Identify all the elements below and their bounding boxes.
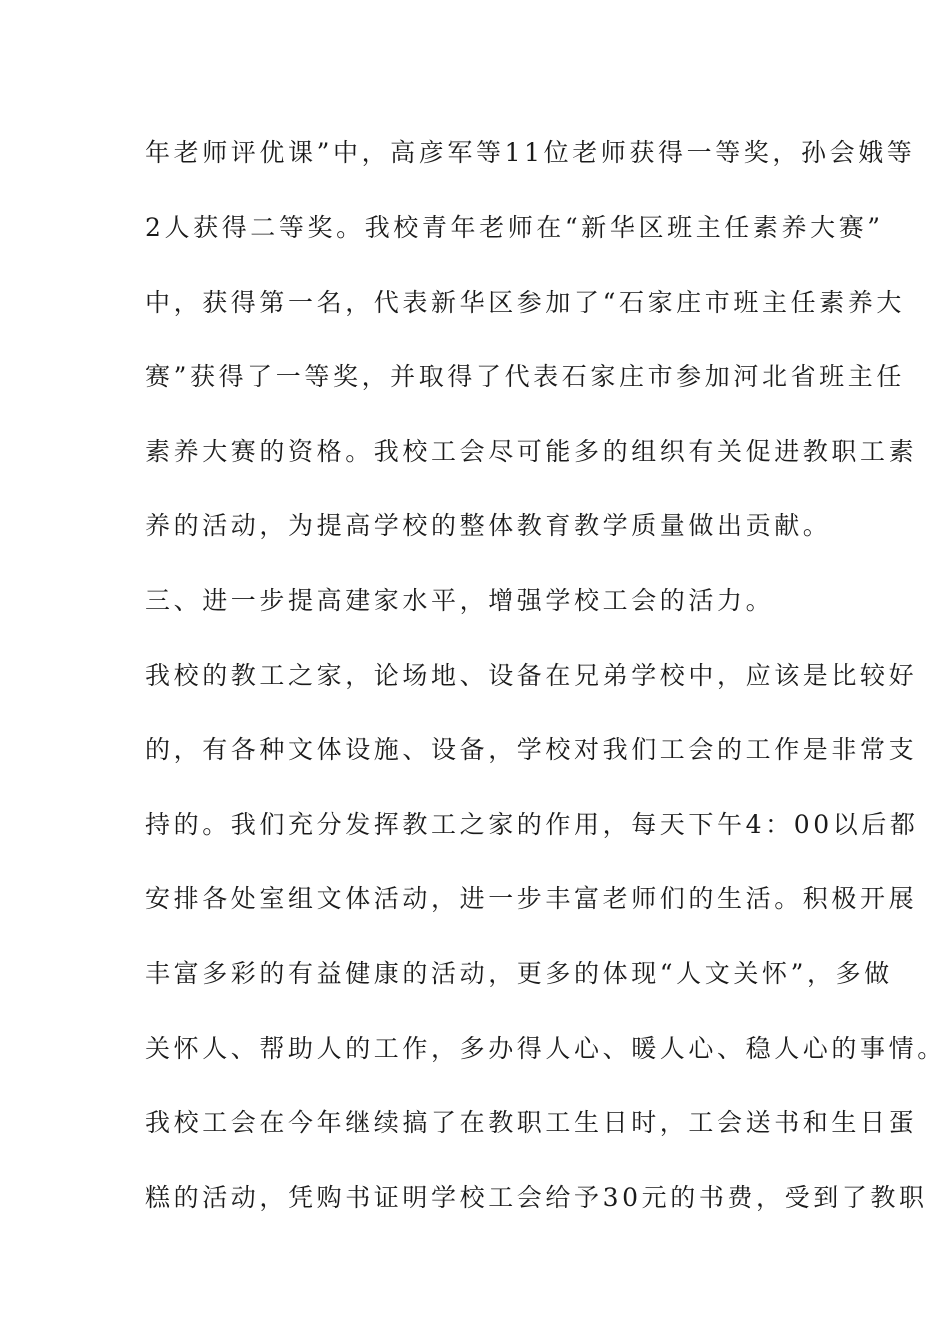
text-line: 我校的教工之家，论场地、设备在兄弟学校中，应该是比较好 — [145, 661, 918, 690]
text-line: 年老师评优课”中，高彦军等11位老师获得一等奖，孙会娥等 — [145, 138, 916, 167]
text-line: 关怀人、帮助人的工作，多办得人心、暖人心、稳人心的事情。 — [145, 1034, 946, 1063]
text-line: 糕的活动，凭购书证明学校工会给予30元的书费，受到了教职 — [145, 1183, 928, 1212]
text-line: 2人获得二等奖。我校青年老师在“新华区班主任素养大赛” — [145, 213, 884, 242]
text-line: 持的。我们充分发挥教工之家的作用，每天下午4：00以后都 — [145, 810, 919, 839]
text-line: 养的活动，为提高学校的整体教育教学质量做出贡献。 — [145, 511, 832, 540]
text-line: 素养大赛的资格。我校工会尽可能多的组织有关促进教职工素 — [145, 437, 918, 466]
text-line: 我校工会在今年继续搞了在教职工生日时，工会送书和生日蛋 — [145, 1108, 918, 1137]
text-line: 中，获得第一名，代表新华区参加了“石家庄市班主任素养大 — [145, 288, 905, 317]
text-line: 安排各处室组文体活动，进一步丰富老师们的生活。积极开展 — [145, 884, 918, 913]
text-line: 赛”获得了一等奖，并取得了代表石家庄市参加河北省班主任 — [145, 362, 905, 391]
text-line: 丰富多彩的有益健康的活动，更多的体现“人文关怀”，多做 — [145, 959, 893, 988]
section-heading: 三、进一步提高建家水平，增强学校工会的活力。 — [145, 586, 775, 615]
text-line: 的，有各种文体设施、设备，学校对我们工会的工作是非常支 — [145, 735, 918, 764]
